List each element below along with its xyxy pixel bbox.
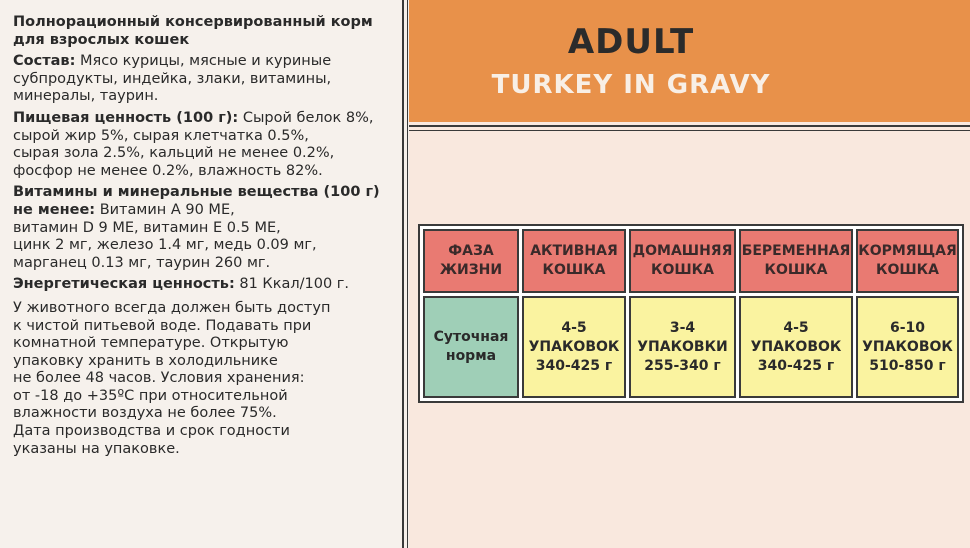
nutrition-line: Сырой белок 8%,	[242, 109, 374, 126]
composition-line: Мясо курицы, мясные и куриные	[79, 53, 332, 70]
banner-title: ADULT	[567, 22, 695, 62]
composition-line: минералы, таурин.	[13, 88, 159, 105]
storage-line: комнатной температуре. Открытую	[13, 335, 289, 352]
header-cell	[856, 229, 959, 293]
divider	[409, 125, 970, 127]
divider	[402, 0, 404, 548]
header-text: ФАЗА	[448, 243, 494, 259]
storage-info	[13, 300, 401, 458]
feeding-table	[418, 224, 964, 403]
value-text: 510-850 г	[869, 357, 946, 374]
energy	[13, 276, 401, 294]
product-title	[13, 14, 401, 49]
value-text: УПАКОВОК	[528, 338, 620, 355]
header-text: ДОМАШНЯЯ	[632, 243, 733, 259]
divider	[409, 130, 970, 131]
value-text: 4-5	[561, 319, 587, 336]
row-label-text: норма	[445, 348, 497, 364]
value-text: 340-425 г	[535, 357, 613, 374]
nutrition	[13, 110, 401, 180]
storage-line: от -18 до +35ºС при относительной	[13, 387, 288, 404]
storage-line: к чистой питьевой воде. Подавать при	[13, 317, 312, 334]
header-text: АКТИВНАЯ	[530, 243, 618, 259]
value-text: УПАКОВОК	[750, 338, 842, 355]
storage-line: указаны на упаковке.	[13, 440, 180, 457]
header-text: КОШКА	[764, 262, 828, 278]
storage-line: У животного всегда должен быть доступ	[13, 299, 331, 316]
energy-value: 81 Ккал/100 г.	[239, 276, 350, 293]
composition-line: субпродукты, индейка, злаки, витамины,	[13, 70, 332, 87]
energy-label: Энергетическая ценность:	[13, 276, 235, 293]
nutrition-line: сырая зола 2.5%, кальций не менее 0.2%,	[13, 145, 335, 162]
vitamins-label: Витамины и минеральные вещества (100 г)	[13, 184, 380, 201]
storage-line: влажности воздуха не более 75%.	[13, 405, 277, 422]
header-text: КОШКА	[542, 262, 606, 278]
divider	[407, 0, 408, 548]
value-text: 3-4	[669, 319, 696, 336]
value-text: УПАКОВОК	[862, 338, 953, 355]
header-cell	[522, 229, 626, 293]
value-cell	[856, 296, 959, 398]
header-cell	[629, 229, 736, 293]
value-text: 4-5	[783, 319, 809, 336]
vitamins	[13, 184, 401, 272]
vitamins-line: цинк 2 мг, железо 1.4 мг, медь 0.09 мг,	[13, 237, 317, 254]
table-header-row	[423, 229, 959, 293]
nutrition-line: сырой жир 5%, сырая клетчатка 0.5%,	[13, 127, 309, 144]
vitamins-line: Витамин А 90 МЕ,	[99, 201, 235, 218]
nutrition-line: фосфор не менее 0.2%, влажность 82%.	[13, 162, 323, 179]
value-text: 255-340 г	[644, 357, 721, 374]
product-description	[13, 14, 401, 462]
storage-line: упаковку хранить в холодильнике	[13, 352, 278, 369]
value-cell	[739, 296, 853, 398]
header-cell	[423, 229, 519, 293]
banner-subtitle: TURKEY IN GRAVY	[491, 70, 771, 100]
value-text: 340-425 г	[757, 357, 835, 374]
row-label-cell	[423, 296, 519, 398]
header-text: КОШКА	[651, 262, 714, 278]
title-line: для взрослых кошек	[13, 31, 190, 48]
row-label-text: Суточная	[433, 329, 509, 345]
title-line: Полнорационный консервированный корм	[13, 14, 373, 30]
storage-line: Дата производства и срок годности	[13, 423, 290, 440]
table-row	[423, 296, 959, 398]
storage-line: не более 48 часов. Условия хранения:	[13, 370, 305, 387]
vitamins-label: не менее:	[13, 201, 96, 218]
value-cell	[522, 296, 626, 398]
header-text: БЕРЕМЕННАЯ	[741, 243, 851, 259]
value-cell	[629, 296, 736, 398]
nutrition-label: Пищевая ценность (100 г):	[13, 109, 239, 126]
value-text: 6-10	[889, 319, 926, 336]
header-text: ЖИЗНИ	[439, 262, 503, 278]
header-text: КОРМЯЩАЯ	[858, 243, 957, 259]
header-text: КОШКА	[876, 262, 939, 278]
header-cell	[739, 229, 853, 293]
vitamins-line: марганец 0.13 мг, таурин 260 мг.	[13, 254, 271, 271]
value-text: УПАКОВКИ	[637, 338, 728, 355]
composition	[13, 53, 401, 106]
composition-label: Состав:	[13, 53, 76, 70]
vitamins-line: витамин D 9 МЕ, витамин Е 0.5 МЕ,	[13, 219, 281, 236]
